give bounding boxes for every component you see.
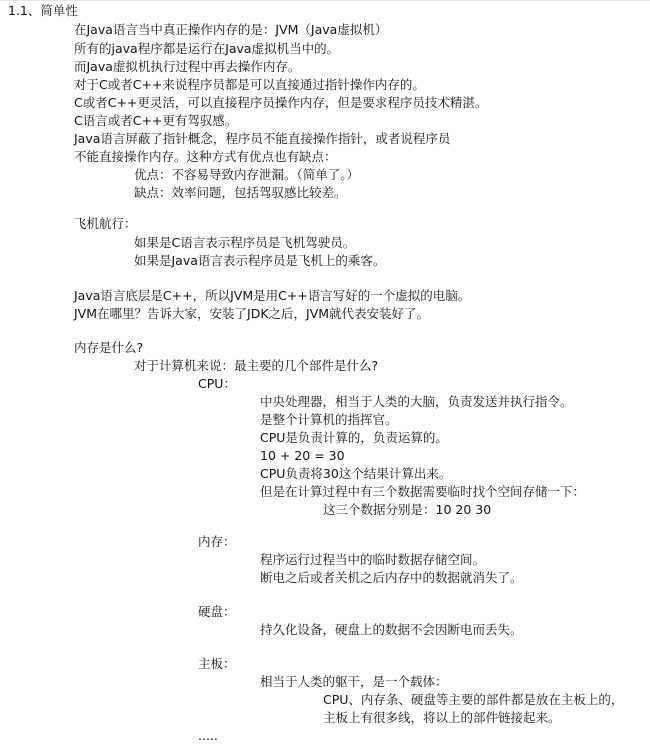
text-line: 相当于人类的躯干，是一个载体： [260, 674, 448, 689]
text-line: JVM在哪里？告诉大家，安装了JDK之后，JVM就代表安装好了。 [74, 306, 430, 321]
text-line: 10 + 20 = 30 [260, 448, 345, 463]
text-line: 程序运行过程当中的临时数据存储空间。 [260, 552, 486, 567]
text-line: 断电之后或者关机之后内存中的数据就消失了。 [260, 570, 523, 585]
plane-title: 飞机航行： [74, 216, 137, 231]
text-line: CPU负责将30这个结果计算出来。 [260, 466, 452, 481]
text-line: CPU、内存条、硬盘等主要的部件都是放在主板上的， [323, 692, 624, 707]
ellipsis: ..... [198, 728, 218, 743]
pros-line: 优点：不容易导致内存泄漏。（简单了。） [134, 167, 360, 182]
text-line: 是整个计算机的指挥官。 [260, 412, 398, 427]
memory-title: 内存是什么? [74, 340, 144, 355]
text-line: Java语言屏蔽了指针概念，程序员不能直接操作指针，或者说程序员 [74, 131, 451, 146]
cpu-label: CPU： [198, 376, 236, 391]
text-line: 如果是Java语言表示程序员是飞机上的乘客。 [134, 253, 386, 268]
text-line: 持久化设备，硬盘上的数据不会因断电而丢失。 [260, 622, 523, 637]
computer-question: 对于计算机来说：最主要的几个部件是什么? [134, 358, 379, 373]
text-line: 对于C或者C++来说程序员都是可以直接通过指针操作内存的。 [74, 77, 425, 92]
section-heading: 1.1、简单性 [8, 3, 78, 18]
top-divider [0, 0, 650, 1]
board-label: 主板： [198, 656, 236, 671]
cons-line: 缺点：效率问题，包括驾驭感比较差。 [134, 185, 347, 200]
text-line: C或者C++更灵活，可以直接程序员操作内存，但是要求程序员技术精湛。 [74, 95, 488, 110]
text-line: 如果是C语言表示程序员是飞机驾驶员。 [134, 235, 356, 250]
text-line: 而Java虚拟机执行过程中再去操作内存。 [74, 59, 301, 74]
text-line: 在Java语言当中真正操作内存的是：JVM（Java虚拟机） [74, 22, 388, 37]
text-line: 这三个数据分别是：10 20 30 [323, 502, 492, 517]
disk-label: 硬盘： [198, 604, 236, 619]
text-line: 中央处理器，相当于人类的大脑，负责发送并执行指令。 [260, 394, 573, 409]
text-line: C语言或者C++更有驾驭感。 [74, 113, 238, 128]
text-line: 主板上有很多线，将以上的部件链接起来。 [323, 710, 561, 725]
text-line: Java语言底层是C++，所以JVM是用C++语言写好的一个虚拟的电脑。 [74, 288, 471, 303]
text-line: 但是在计算过程中有三个数据需要临时找个空间存储一下： [260, 484, 586, 499]
text-line: 不能直接操作内存。这种方式有优点也有缺点： [74, 149, 337, 164]
ram-label: 内存： [198, 534, 236, 549]
text-line: 所有的java程序都是运行在Java虚拟机当中的。 [74, 41, 340, 56]
text-line: CPU是负责计算的，负责运算的。 [260, 430, 448, 445]
